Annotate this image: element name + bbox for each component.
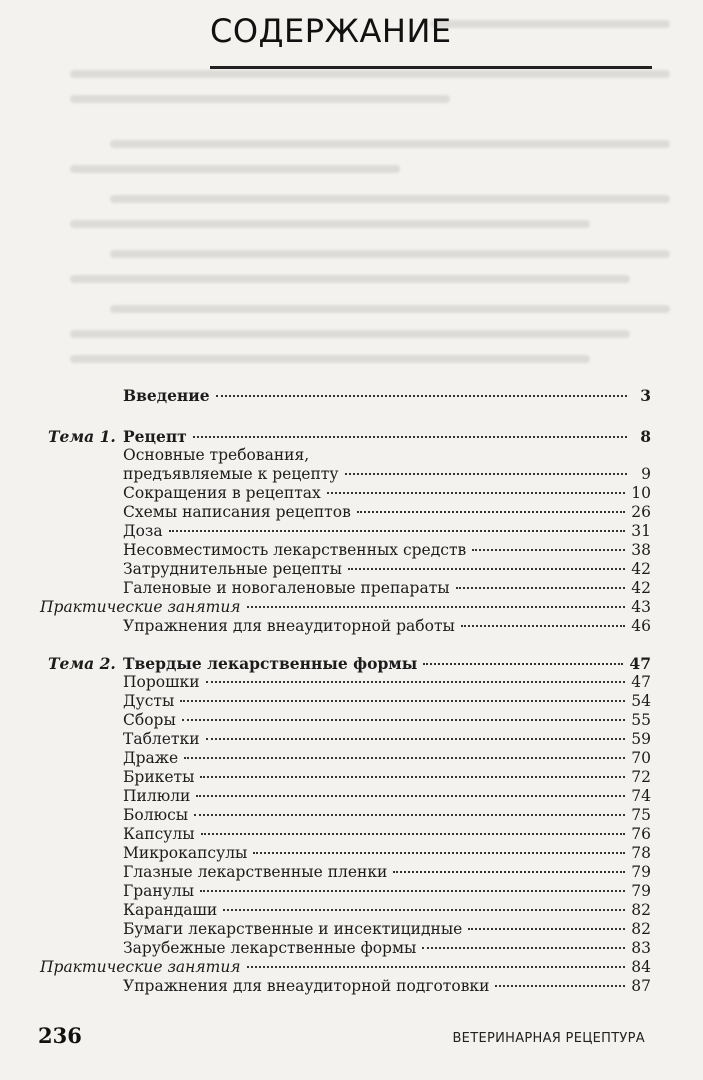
toc-entry-label: предъявляемые к рецепту <box>123 465 339 483</box>
toc-entry[interactable] <box>123 673 651 692</box>
toc-entry-label: Гранулы <box>123 882 195 900</box>
dot-leader <box>247 966 626 968</box>
dot-leader <box>247 606 626 608</box>
toc-entry-label: Рецепт <box>123 427 187 446</box>
toc-entry[interactable] <box>123 541 651 560</box>
dot-leader <box>456 587 626 589</box>
toc-entry[interactable] <box>123 939 651 958</box>
toc-entry-page: 78 <box>631 844 651 862</box>
toc-entry-label: Доза <box>123 522 163 540</box>
toc-entry[interactable] <box>123 484 651 503</box>
page-number: 236 <box>38 1023 82 1048</box>
dot-leader <box>327 492 625 494</box>
dot-leader <box>345 473 627 475</box>
toc-entry-page: 79 <box>631 863 651 881</box>
running-title: ВЕТЕРИНАРНАЯ РЕЦЕПТУРА <box>452 1031 645 1046</box>
toc-entry-page: 38 <box>631 541 651 559</box>
dot-leader <box>223 909 625 911</box>
dot-leader <box>196 795 625 797</box>
toc-entry-practice[interactable] <box>40 958 651 977</box>
toc-entry-label: Введение <box>123 386 210 405</box>
toc-entry-page: 84 <box>631 958 651 976</box>
toc-entry-label: Практические занятия <box>40 598 241 616</box>
toc-entry-page: 46 <box>631 617 651 635</box>
toc-entry[interactable] <box>123 901 651 920</box>
toc-entry-page: 47 <box>631 673 651 691</box>
toc-entry-intro[interactable] <box>123 386 651 405</box>
toc-entry-label: Пилюли <box>123 787 191 805</box>
toc-entry-label: Драже <box>123 749 179 767</box>
toc-entry-page: 83 <box>631 939 651 957</box>
toc-entry[interactable] <box>123 787 651 806</box>
dot-leader <box>194 814 625 816</box>
dot-leader <box>357 511 625 513</box>
dot-leader <box>468 928 625 930</box>
dot-leader <box>422 947 625 949</box>
toc-entry-page: 79 <box>631 882 651 900</box>
toc-entry-label: Упражнения для внеаудиторной подготовки <box>123 977 490 995</box>
toc-entry-page: 72 <box>631 768 651 786</box>
toc-entry[interactable] <box>123 920 651 939</box>
toc-entry[interactable] <box>123 579 651 598</box>
toc-entry-page: 76 <box>631 825 651 843</box>
toc-entry-practice[interactable] <box>40 598 651 617</box>
toc-entry-label: Карандаши <box>123 901 218 919</box>
toc-entry-page: 43 <box>631 598 651 616</box>
toc-entry-page: 31 <box>631 522 651 540</box>
toc-entry-page: 75 <box>631 806 651 824</box>
toc-entry-label: Таблетки <box>123 730 200 748</box>
dot-leader <box>169 530 626 532</box>
toc-entry-page: 70 <box>631 749 651 767</box>
toc-entry[interactable] <box>123 503 651 522</box>
dot-leader <box>461 625 625 627</box>
topic-number: Тема 2. <box>48 654 116 673</box>
page-title: СОДЕРЖАНИЕ <box>210 12 452 50</box>
toc-entry-label: Галеновые и новогаленовые препараты <box>123 579 450 597</box>
toc-entry-label: Брикеты <box>123 768 195 786</box>
dot-leader <box>348 568 625 570</box>
toc-entry[interactable] <box>123 844 651 863</box>
toc-entry[interactable] <box>123 730 651 749</box>
toc-entry[interactable] <box>123 768 651 787</box>
toc-entry-page: 82 <box>631 901 651 919</box>
toc-entry-page: 74 <box>631 787 651 805</box>
dot-leader <box>200 890 625 892</box>
toc-entry[interactable] <box>123 522 651 541</box>
toc-entry-page: 10 <box>631 484 651 502</box>
dot-leader <box>472 549 625 551</box>
toc-entry-exercises[interactable] <box>123 617 651 636</box>
toc-entry-page: 8 <box>640 427 651 446</box>
toc-entry[interactable] <box>123 692 651 711</box>
toc-entry[interactable] <box>123 882 651 901</box>
toc-entry-page: 47 <box>629 654 651 673</box>
toc-entry-page: 3 <box>640 386 651 405</box>
toc-entry-label: Микрокапсулы <box>123 844 248 862</box>
toc-entry-label: Сокращения в рецептах <box>123 484 321 502</box>
toc-entry-page: 54 <box>631 692 651 710</box>
toc-entry-label: Несовместимость лекарственных средств <box>123 541 467 559</box>
dot-leader <box>193 436 627 438</box>
toc-entry-page: 59 <box>631 730 651 748</box>
toc-entry-label: Затруднительные рецепты <box>123 560 342 578</box>
toc-entry[interactable] <box>123 863 651 882</box>
toc-entry[interactable] <box>123 806 651 825</box>
toc-entry-requirements[interactable] <box>123 465 651 484</box>
toc-entry-label: Порошки <box>123 673 200 691</box>
dot-leader <box>184 757 625 759</box>
toc-entry-label: Бумаги лекарственные и инсектицидные <box>123 920 463 938</box>
toc-entry[interactable] <box>123 749 651 768</box>
toc-entry[interactable] <box>123 560 651 579</box>
dot-leader <box>180 700 625 702</box>
toc-entry-label: Упражнения для внеаудиторной работы <box>123 617 455 635</box>
toc-entry-topic1[interactable] <box>123 427 651 446</box>
dot-leader <box>253 852 625 854</box>
toc-entry[interactable] <box>123 825 651 844</box>
toc-entry-label: Болюсы <box>123 806 189 824</box>
dot-leader <box>182 719 625 721</box>
toc-entry-page: 9 <box>641 465 651 483</box>
toc-entry-label: Глазные лекарственные пленки <box>123 863 388 881</box>
toc-entry[interactable] <box>123 711 651 730</box>
toc-entry-page: 26 <box>631 503 651 521</box>
dot-leader <box>393 871 625 873</box>
toc-entry-page: 82 <box>631 920 651 938</box>
toc-entry-exercises[interactable] <box>123 977 651 996</box>
toc-entry-label: Схемы написания рецептов <box>123 503 351 521</box>
toc-entry-label: Зарубежные лекарственные формы <box>123 939 417 957</box>
dot-leader <box>206 738 626 740</box>
dot-leader <box>201 833 626 835</box>
toc-entry-label: Дусты <box>123 692 175 710</box>
toc-entry-page: 87 <box>631 977 651 995</box>
toc-entry-label-line1: Основные требования, <box>123 446 310 464</box>
toc-entry-label: Капсулы <box>123 825 195 843</box>
topic-number: Тема 1. <box>48 427 116 446</box>
toc-entry-label: Твердые лекарственные формы <box>123 654 418 673</box>
toc-entry-label: Практические занятия <box>40 958 241 976</box>
dot-leader <box>206 681 626 683</box>
toc-entry-topic2[interactable] <box>123 654 651 673</box>
toc-entry-page: 42 <box>631 560 651 578</box>
toc-entry-page: 55 <box>631 711 651 729</box>
dot-leader <box>216 395 627 397</box>
dot-leader <box>495 985 625 987</box>
dot-leader <box>423 663 623 665</box>
dot-leader <box>200 776 625 778</box>
toc-entry-label: Сборы <box>123 711 176 729</box>
toc-entry-page: 42 <box>631 579 651 597</box>
